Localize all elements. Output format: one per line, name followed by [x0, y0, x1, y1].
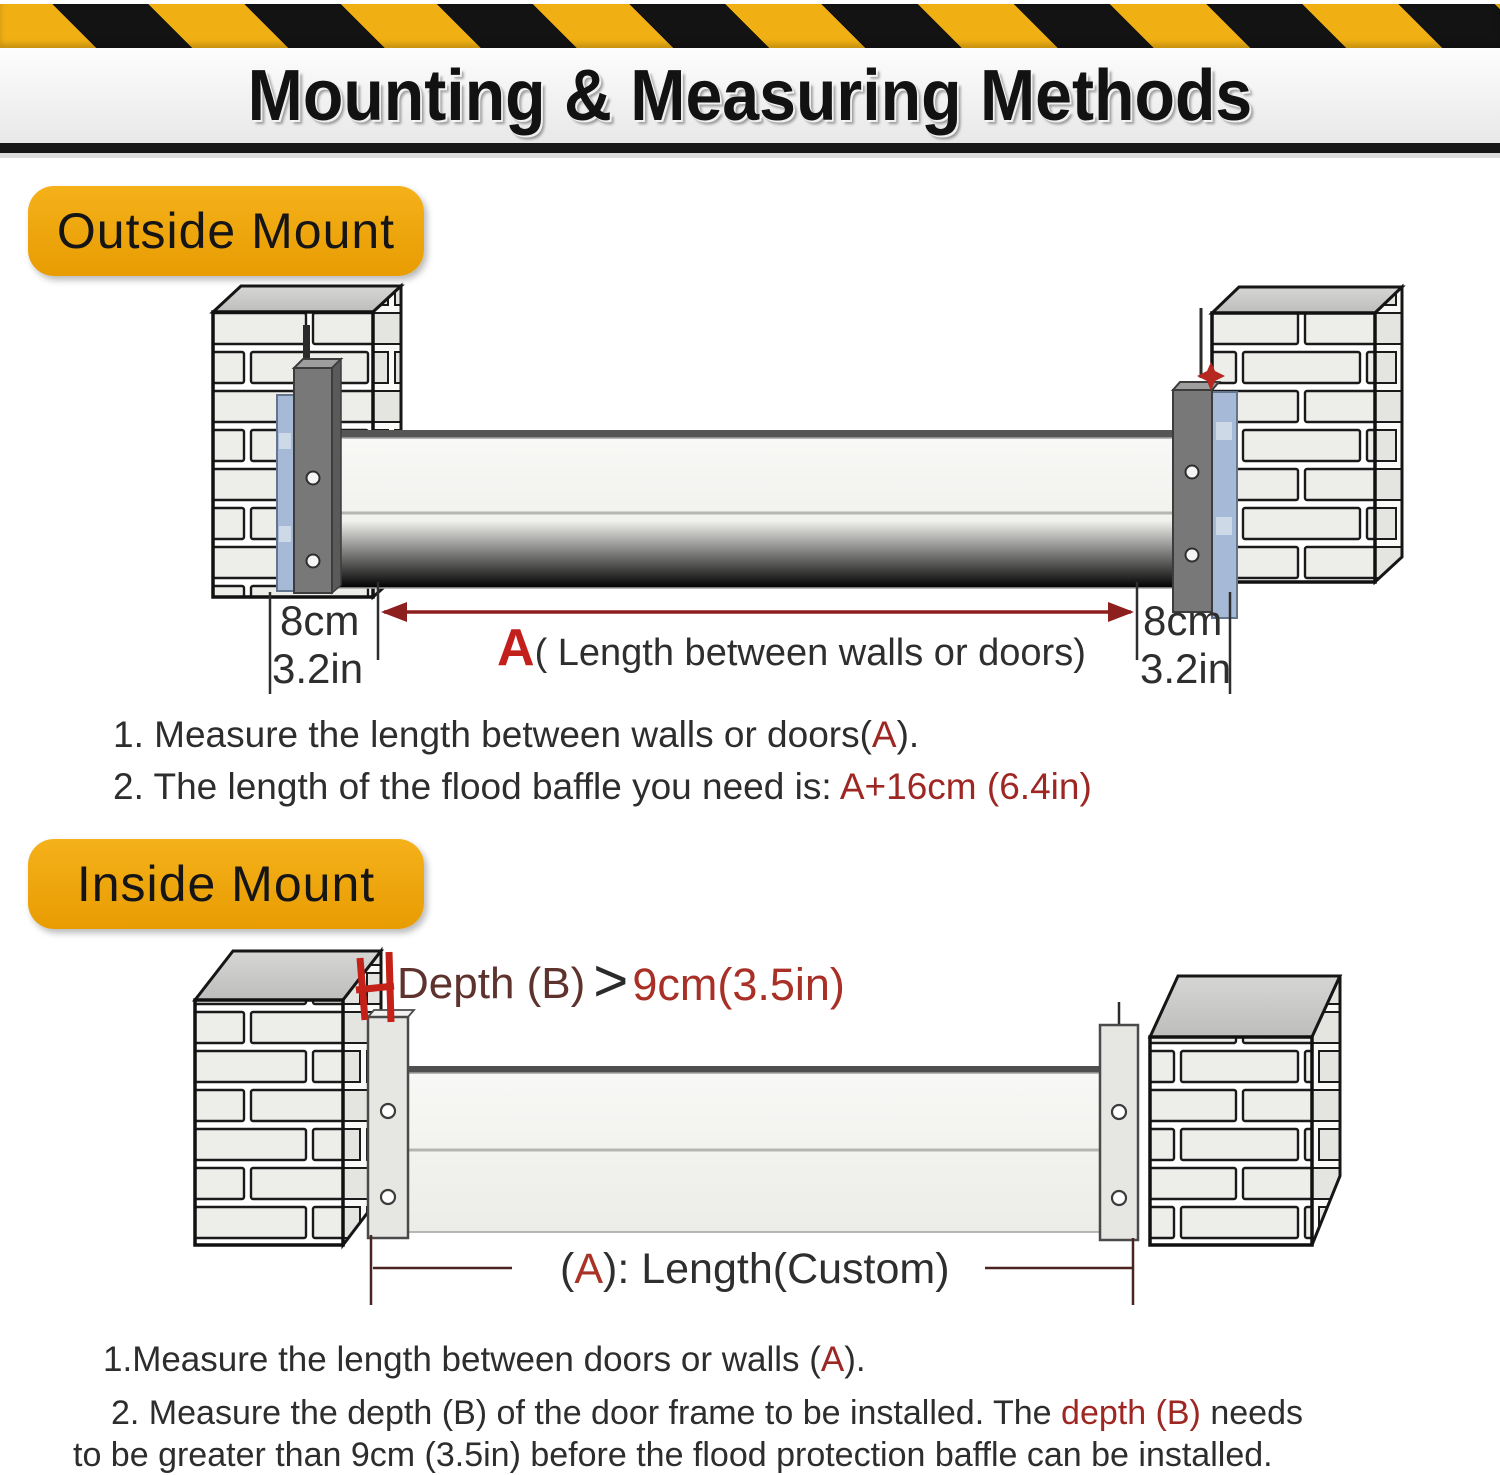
dim-caption: ( Length between walls or doors) [534, 632, 1086, 674]
right-gap-in-label: 3.2in [1140, 645, 1232, 692]
page-title: Mounting & Measuring Methods [247, 55, 1253, 136]
screw-hole-icon [1186, 549, 1199, 562]
screw-hole-icon [381, 1190, 395, 1204]
screw-hole-icon [381, 1104, 395, 1118]
dim-letter-a: A [497, 619, 535, 677]
length-custom-label: (A): Length(Custom) [560, 1245, 950, 1293]
left-gap-cm-label: 8cm [280, 597, 360, 644]
title-band [0, 48, 1500, 143]
outside-mount-badge: Outside Mount [28, 186, 424, 276]
screw-hole-icon [307, 555, 320, 568]
depth-b-label: Depth (B) > 9cm(3.5in) [397, 947, 845, 1014]
inside-step-1: 1.Measure the length between doors or walls (A). [103, 1340, 866, 1379]
gasket-strip-left [277, 395, 294, 591]
inside-mount-badge: Inside Mount [28, 839, 424, 929]
left-brick-pillar [195, 951, 381, 1245]
right-brick-pillar [1150, 976, 1340, 1245]
screw-hole-icon [1112, 1191, 1126, 1205]
arrowhead-left-icon [381, 602, 407, 622]
header-divider-bar [0, 143, 1500, 153]
arrowhead-right-icon [1108, 602, 1134, 622]
inside-step-2-continued: to be greater than 9cm (3.5in) before the flood protection baffle can be installed. [73, 1436, 1273, 1474]
screw-hole-icon [1112, 1105, 1126, 1119]
left-mounting-bracket [368, 988, 414, 1238]
inside-step-2: 2. Measure the depth (B) of the door frame to be installed. The depth (B) needs [111, 1394, 1303, 1432]
header-divider-shadow [0, 153, 1500, 158]
caution-tape-stripe [0, 4, 1500, 48]
right-brick-pillar [1212, 287, 1402, 582]
flood-barrier-panels [333, 430, 1175, 588]
outside-step-2: 2. The length of the flood baffle you need is: A+16cm (6.4in) [113, 766, 1092, 807]
flood-barrier-panels [406, 1066, 1102, 1232]
right-mounting-bracket [1100, 1002, 1138, 1240]
outside-step-1: 1. Measure the length between walls or doors(A). [113, 714, 920, 755]
greater-than-sign: > [593, 947, 629, 1014]
left-gap-in-label: 3.2in [272, 645, 364, 692]
right-gap-cm-label: 8cm [1143, 597, 1223, 644]
dim-letter-a: A [574, 1245, 604, 1293]
screw-hole-icon [1186, 466, 1199, 479]
length-a-label [497, 619, 1086, 677]
screw-hole-icon [307, 472, 320, 485]
